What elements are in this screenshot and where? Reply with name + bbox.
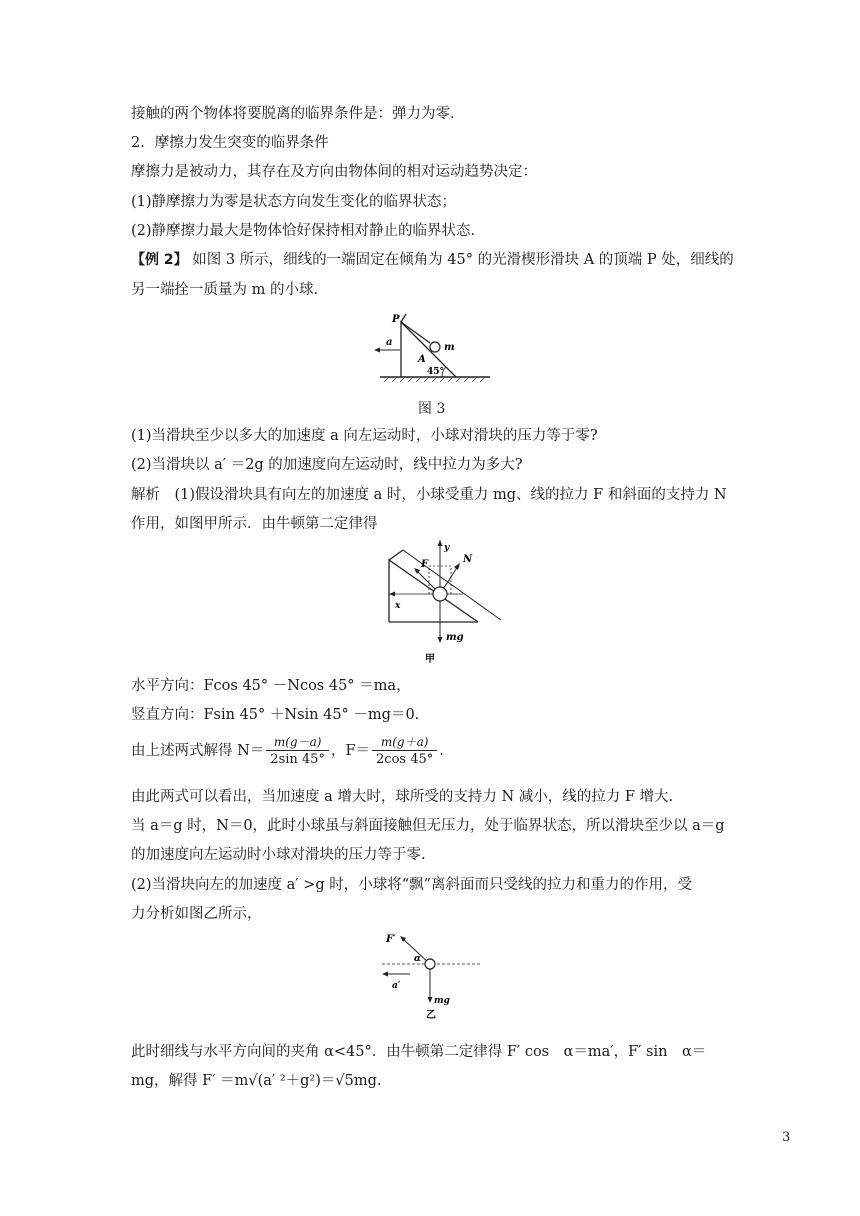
label-P: P bbox=[392, 314, 400, 325]
question-1: (1)当滑块至少以多大的加速度 a 向左运动时，小球对滑块的压力等于零? bbox=[131, 428, 598, 444]
example-line bbox=[131, 250, 734, 270]
text-line: 当 a＝g 时，N＝0，此时小球虽与斜面接触但无压力，处于临界状态，所以滑块至少以 a＝g bbox=[131, 818, 725, 834]
text-line: 力分析如图乙所示， bbox=[131, 906, 262, 922]
label-N: N bbox=[463, 554, 473, 565]
equation-horizontal: 水平方向：Fcos 45° －Ncos 45° ＝ma， bbox=[131, 678, 411, 694]
text-line: 由此两式可以看出，当加速度 a 增大时，球所受的支持力 N 减小，线的拉力 F 增大. bbox=[131, 789, 674, 805]
label-m: m bbox=[444, 342, 455, 353]
figure-caption-yi: 乙 bbox=[426, 1010, 436, 1021]
solution-line: 解析 (1)假设滑块具有向左的加速度 a 时，小球受重力 mg、线的拉力 F 和斜面的支持力 N bbox=[131, 487, 727, 503]
text-line: 接触的两个物体将要脱离的临界条件是：弹力为零. bbox=[131, 106, 455, 122]
figure-yi-force-diagram bbox=[376, 930, 486, 1022]
label-a-prime: a′ bbox=[392, 981, 401, 991]
fraction-denominator: 2cos 45° bbox=[376, 752, 434, 767]
label-y: y bbox=[444, 543, 450, 553]
example-text: 如图 3 所示，细线的一端固定在倾角为 45° 的光滑楔形滑块 A 的顶端 P 处，细线的 bbox=[192, 252, 734, 268]
text-line: mg，解得 F′ ＝m√(a′ ²＋g²)＝√5mg. bbox=[131, 1073, 382, 1089]
label-angle: 45° bbox=[427, 367, 445, 377]
fraction-N bbox=[266, 734, 329, 768]
equation-vertical: 竖直方向：Fsin 45° ＋Nsin 45° －mg＝0. bbox=[131, 707, 420, 723]
fraction-denominator: 2sin 45° bbox=[270, 752, 325, 767]
label-mg: mg bbox=[434, 996, 450, 1006]
equation-mid: ，F＝ bbox=[330, 743, 371, 759]
equation-prefix: 由上述两式解得 N＝ bbox=[131, 743, 265, 759]
question-2: (2)当滑块以 a′ ＝2g 的加速度向左运动时，线中拉力为多大? bbox=[131, 457, 523, 473]
equation-end: . bbox=[439, 743, 444, 759]
label-a: a bbox=[386, 337, 393, 348]
text-line: (2)当滑块向左的加速度 a′ >g 时，小球将“飘”离斜面而只受线的拉力和重力的作用，受 bbox=[131, 877, 693, 893]
figure-3-wedge bbox=[370, 310, 496, 382]
equation-solution bbox=[131, 733, 444, 769]
figure-jia-force-diagram bbox=[383, 540, 505, 668]
text-line: 的加速度向左运动时小球对滑块的压力等于零. bbox=[131, 847, 426, 863]
text-line: 摩擦力是被动力，其存在及方向由物体间的相对运动趋势决定： bbox=[131, 164, 537, 180]
figure-caption: 图 3 bbox=[418, 401, 446, 417]
section-heading: 2．摩擦力发生突变的临界条件 bbox=[131, 135, 329, 151]
label-x: x bbox=[395, 601, 401, 611]
label-F-prime: F′ bbox=[386, 934, 396, 945]
label-mg: mg bbox=[446, 632, 464, 643]
text-line: (1)静摩擦力为零是状态方向发生变化的临界状态； bbox=[131, 194, 457, 210]
text-line: 此时细线与水平方向间的夹角 α<45°．由牛顿第二定律得 F′ cos α＝ma′，F′ sin α＝ bbox=[131, 1044, 707, 1060]
example-tag: 【例 2】 bbox=[131, 252, 188, 268]
label-F: F bbox=[421, 559, 429, 570]
fraction-numerator: m(g－a) bbox=[266, 734, 329, 751]
fraction-numerator: m(g＋a) bbox=[372, 734, 437, 751]
solution-line: 作用，如图甲所示．由牛顿第二定律得 bbox=[131, 516, 378, 532]
text-line: (2)静摩擦力最大是物体恰好保持相对静止的临界状态. bbox=[131, 223, 476, 239]
label-alpha: α bbox=[414, 954, 421, 964]
text-line: 另一端拴一质量为 m 的小球. bbox=[131, 282, 319, 298]
label-A: A bbox=[418, 354, 426, 365]
fraction-F bbox=[372, 734, 437, 768]
figure-caption-jia: 甲 bbox=[425, 654, 435, 665]
page-number: 3 bbox=[782, 1130, 791, 1145]
